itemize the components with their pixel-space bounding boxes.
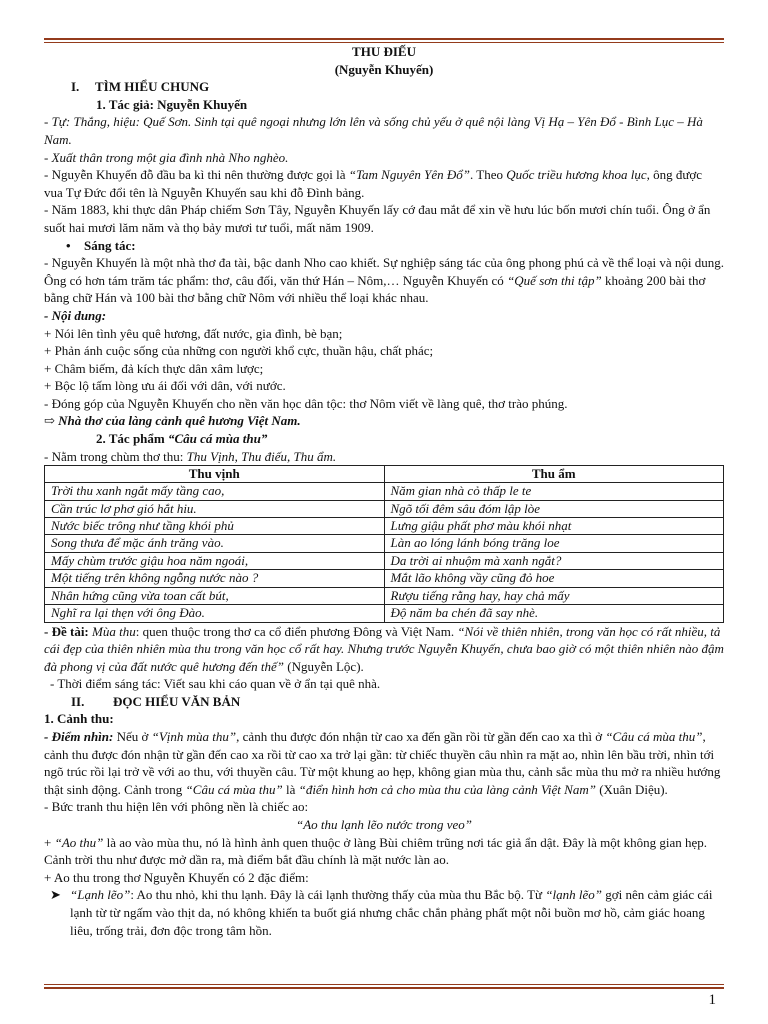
column-header: Thu vịnh (45, 466, 385, 483)
table-row (45, 587, 724, 604)
arrow-right-icon: ⇨ (44, 413, 59, 429)
table-cell: Một tiếng trên không ngỗng nước nào ? (45, 570, 385, 587)
table-row (45, 535, 724, 552)
table-cell: Song thưa để mặc ánh trăng vào. (45, 535, 385, 552)
para-xuatthan: - Xuất thân trong một gia đình nhà Nho nghèo. (44, 149, 289, 165)
document-author: (Nguyễn Khuyến) (334, 61, 434, 77)
document-title: THU ĐIẾU (352, 44, 416, 59)
para-diemnhin: - Điểm nhìn: Nếu ở “Vịnh mùa thu”, cảnh thu được đón nhận từ cao xa đến gần rồi từ gần đến cao xa thì ở “Câu cá mùa thu”, cảnh thu được đón nhận từ gần đến cao xa rồi từ cao xa trở lại gần: từ chiếc thuyền câu nhìn ra mặt ao, nhìn lên bầu trời, nhìn tới ngõ trúc rồi lại trở về với ao thu, với thuyền câu. Từ một khung ao hẹp, không gian mùa thu, cảnh sắc mùa thu mở ra nhiều hướng thật sinh động. Cảnh trong “Câu cá mùa thu” là “điển hình hơn cả cho mùa thu của làng cảnh Việt Nam” (Xuân Diệu). (44, 729, 721, 797)
footer-rule (44, 987, 724, 989)
table-row (45, 518, 724, 535)
page-number: 1 (708, 992, 716, 1008)
table-cell: Làn ao lóng lánh bóng trăng loe (384, 535, 724, 552)
poem-table (44, 465, 724, 622)
footer-rule-thin (44, 984, 724, 985)
para-thoidiem: - Thời điểm sáng tác: Viết sau khi cáo quan về ở ẩn tại quê nhà. (50, 676, 381, 692)
table-cell: Rượu tiếng rằng hay, hay chả mấy (384, 587, 724, 604)
header-rule (44, 38, 724, 40)
conclusion-line: ⇨ Nhà thơ của làng cảnh quê hương Việt Nam. (44, 413, 301, 429)
triangle-bullet-icon: ➤ (50, 887, 61, 903)
noidung-item: + Bộc lộ tấm lòng ưu ái đối với dân, với nước. (44, 378, 286, 394)
subheading-sangtac: • Sáng tác: (44, 237, 724, 255)
table-cell: Da trời ai nhuộm mà xanh ngắt? (384, 552, 724, 569)
para-tu: - Tự: Thắng, hiệu: Quế Sơn. Sinh tại quê ngoại nhưng lớn lên và sống chủ yếu ở quê nội làng Vị Hạ – Yên Đổ - Bình Lục – Hà Nam. (44, 114, 703, 147)
table-cell: Độ năm ba chén đã say nhè. (384, 605, 724, 622)
table-cell: Nước biếc trông như tầng khói phủ (45, 518, 385, 535)
table-cell: Nhân hứng cũng vừa toan cất bút, (45, 587, 385, 604)
table-row (45, 605, 724, 622)
para-1883: - Năm 1883, khi thực dân Pháp chiếm Sơn Tây, Nguyễn Khuyến lấy cớ đau mắt để xin về hưu lúc bốn mươi chín tuổi. Ông ở ẩn suốt hai mươi lăm năm và thọ bảy mươi tư tuổi, mất năm 1909. (44, 202, 711, 235)
para-donggop: - Đóng góp của Nguyễn Khuyến cho nền văn học dân tộc: thơ Nôm viết về làng quê, thơ trào phúng. (44, 395, 568, 411)
para-sangtac: - Nguyễn Khuyến là một nhà thơ đa tài, bậc danh Nho cao khiết. Sự nghiệp sáng tác của ông phong phú cả về thể loại và nội dung. Ông có hơn tám trăm tác phẩm: thơ, câu đối, văn thứ Hán – Nôm,… Nguyễn Khuyến có “Quế sơn thi tập” khoảng 200 bài thơ bằng chữ Hán và 100 bài thơ bằng chữ Nôm với nhiều thể loại khác nhau. (44, 255, 724, 306)
table-row (45, 570, 724, 587)
section-heading-1: I. TÌM HIỂU CHUNG (71, 79, 210, 95)
subheading-work: 2. Tác phẩm “Câu cá mùa thu” (96, 431, 268, 447)
noidung-item: + Châm biếm, đả kích thực dân xâm lược; (44, 360, 264, 376)
column-header: Thu ẩm (384, 466, 724, 483)
table-cell: Lưng giậu phất phơ màu khói nhạt (384, 518, 724, 535)
para-aothu: + “Ao thu” là ao vào mùa thu, nó là hình ảnh quen thuộc ở làng Bùi chiêm trũng nơi tác giả ẩn dật. Đây là một không gian hẹp. Cảnh trời thu như được mở dần ra, mà điểm bắt đầu chính là mặt nước làn ao. (44, 834, 708, 868)
para-buctranh: - Bức tranh thu hiện lên với phông nền là chiếc ao: (44, 799, 309, 815)
para-detai: - Đề tài: Mùa thu: quen thuộc trong thơ ca cổ điển phương Đông và Việt Nam. “Nói về thiên nhiên, trong văn học có rất nhiều, tả cái đẹp của thiên nhiên mùa thu trong văn học cổ rất hay. Nhưng trước Nguyễn Khuyến, chưa bao giờ có một thiên nhiên nào đậm đà phong vị của đất nước quê hương đến thế” (Nguyễn Lộc). (44, 623, 724, 674)
para-2dacdiem: + Ao thu trong thơ Nguyễn Khuyến có 2 đặc điểm: (44, 869, 309, 885)
document-body (44, 43, 724, 939)
table-header-row (45, 466, 724, 483)
poem-quote: “Ao thu lạnh lẽo nước trong veo” (295, 817, 473, 833)
table-cell: Ngõ tối đêm sâu đóm lập lòe (384, 500, 724, 517)
noidung-item: + Nói lên tình yêu quê hương, đất nước, gia đình, bè bạn; (44, 325, 343, 341)
subheading-canhthu: 1. Cảnh thu: (44, 711, 114, 727)
para-chum-tho: - Nằm trong chùm thơ thu: Thu Vịnh, Thu điếu, Thu ẩm. (44, 448, 337, 464)
para-do-dau: - Nguyễn Khuyến đỗ đầu ba kì thi nên thường được gọi là “Tam Nguyên Yên Đổ”. Theo Quốc triều hương khoa lục, ông được vua Tự Đức đổi tên là Nguyễn Khuyến sau khi đỗ Đình bảng. (44, 167, 703, 200)
noidung-item: + Phản ánh cuộc sống của những con người khổ cực, thuần hậu, chất phác; (44, 343, 434, 359)
table-row (45, 500, 724, 517)
section-heading-2: II. ĐỌC HIỂU VĂN BẢN (71, 693, 241, 709)
table-cell: Mắt lão không vầy cũng đỏ hoe (384, 570, 724, 587)
table-cell: Năm gian nhà cỏ thấp le te (384, 483, 724, 500)
table-row (45, 483, 724, 500)
table-cell: Trời thu xanh ngắt mấy tầng cao, (45, 483, 385, 500)
table-cell: Cần trúc lơ phơ gió hắt hiu. (45, 500, 385, 517)
noidung-label: - Nội dung: (44, 307, 107, 323)
para-lanhleo: ➤ “Lạnh lẽo”: Ao thu nhỏ, khi thu lạnh. Đây là cái lạnh thường thấy của mùa thu Bắc bộ. Từ “lạnh lẽo” gợi nên cảm giác cái lạnh từ từ ngấm vào thịt da, nó không khiến ta buốt giá nhưng chắc chắn phảng phất một nỗi buồn mơ hồ, cảm giác hoang liêu, trống trải, đơn độc trong tâm hồn. (50, 887, 713, 938)
subheading-author: 1. Tác giả: Nguyễn Khuyến (96, 96, 248, 112)
table-cell: Nghĩ ra lại thẹn với ông Đào. (45, 605, 385, 622)
table-cell: Mấy chùm trước giậu hoa năm ngoái, (45, 552, 385, 569)
table-row (45, 552, 724, 569)
